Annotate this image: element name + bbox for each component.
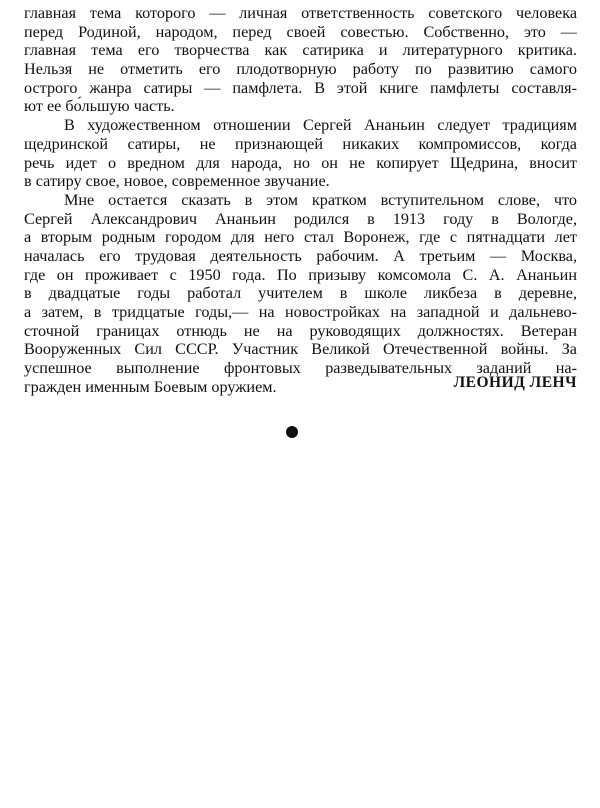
author-signature: ЛЕОНИД ЛЕНЧ <box>453 374 577 391</box>
document-body <box>24 4 577 396</box>
text-line: в двадцатые годы работал учителем в школе ликбеза в деревне, <box>24 284 577 303</box>
text-line: успешное выполнение фронтовых разведывательных заданий на- <box>24 359 577 378</box>
text-line: сточной границах отнюдь не на руководящих должностях. Ветеран <box>24 321 577 340</box>
text-line: началась его трудовая деятельность рабочим. А третьим — Москва, <box>24 246 577 265</box>
text-line: Вооруженных Сил СССР. Участник Великой Отечественной войны. За <box>24 340 577 359</box>
text-line: где он проживает с 1950 года. По призыву комсомола С. А. Ананьин <box>24 265 577 284</box>
text-line: ют ее бо́льшую часть. <box>24 97 175 116</box>
paragraph-1 <box>24 4 577 116</box>
paragraph-2 <box>24 116 577 191</box>
text-line: речь идет о вредном для народа, но он не копирует Щедрина, вносит <box>24 153 577 172</box>
text-line: в сатиру свое, новое, современное звучание. <box>24 172 330 191</box>
text-line: гражден именным Боевым оружием. <box>24 377 277 396</box>
text-line: В художественном отношении Сергей Ананьин следует традициям <box>64 116 577 135</box>
text-line: Нельзя не отметить его плодотворную работу по развитию самого <box>24 60 577 79</box>
paragraph-3 <box>24 191 577 397</box>
text-line: а вторым родным городом для него стал Воронеж, где с пятнадцати лет <box>24 228 577 247</box>
text-line: главная тема которого — личная ответственность советского человека <box>24 4 577 22</box>
text-line: щедринской сатиры, не признающей никаких компромиссов, когда <box>24 134 577 153</box>
text-line: Мне остается сказать в этом кратком вступительном слове, что <box>64 190 577 209</box>
text-line: Сергей Александрович Ананьин родился в 1913 году в Вологде, <box>24 209 577 228</box>
section-divider-dot <box>286 426 298 438</box>
text-line: главная тема его творчества как сатирика и литературного критика. <box>24 41 577 60</box>
text-line: перед Родиной, народом, перед своей совестью. Собственно, это — <box>24 22 577 41</box>
text-line: а затем, в тридцатые годы,— на новостройках на западной и дальнево- <box>24 303 577 321</box>
text-line: острого жанра сатиры — памфлета. В этой книге памфлеты составля- <box>24 78 577 97</box>
